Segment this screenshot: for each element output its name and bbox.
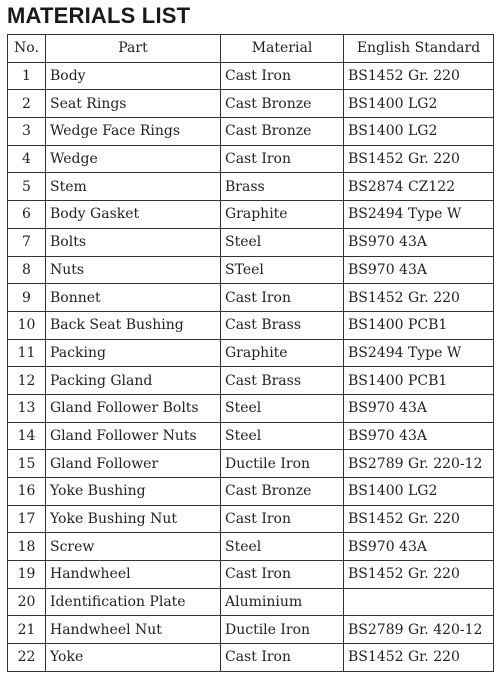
table-row (8, 533, 494, 561)
cell-no: 1 (8, 62, 46, 90)
table-row (8, 90, 494, 118)
cell-no: 21 (8, 616, 46, 644)
cell-part: Wedge Face Rings (46, 118, 221, 146)
cell-material: Cast Iron (221, 505, 344, 533)
cell-material: Cast Iron (221, 145, 344, 173)
cell-part: Identification Plate (46, 588, 221, 616)
table-row (8, 422, 494, 450)
table-row (8, 367, 494, 395)
cell-standard: BS970 43A (344, 394, 494, 422)
cell-part: Handwheel Nut (46, 616, 221, 644)
cell-part: Body (46, 62, 221, 90)
cell-part: Packing Gland (46, 367, 221, 395)
table-row (8, 339, 494, 367)
cell-no: 9 (8, 284, 46, 312)
cell-standard: BS1400 LG2 (344, 90, 494, 118)
cell-standard: BS1452 Gr. 220 (344, 284, 494, 312)
cell-no: 10 (8, 311, 46, 339)
cell-standard: BS1400 PCB1 (344, 367, 494, 395)
column-header-no: No. (8, 35, 46, 63)
cell-material: STeel (221, 256, 344, 284)
cell-standard: BS2789 Gr. 220-12 (344, 450, 494, 478)
cell-standard: BS1400 PCB1 (344, 311, 494, 339)
cell-material: Ductile Iron (221, 616, 344, 644)
cell-standard: BS1452 Gr. 220 (344, 62, 494, 90)
table-row (8, 478, 494, 506)
table-row (8, 118, 494, 146)
cell-standard: BS2494 Type W (344, 339, 494, 367)
header-row (8, 35, 494, 63)
cell-part: Yoke (46, 644, 221, 672)
cell-part: Packing (46, 339, 221, 367)
table-row (8, 311, 494, 339)
cell-no: 17 (8, 505, 46, 533)
column-header-standard: English Standard (344, 35, 494, 63)
table-row (8, 644, 494, 672)
cell-no: 3 (8, 118, 46, 146)
column-header-material: Material (221, 35, 344, 63)
cell-material: Cast Iron (221, 284, 344, 312)
cell-material: Cast Iron (221, 561, 344, 589)
cell-standard: BS1452 Gr. 220 (344, 644, 494, 672)
cell-part: Stem (46, 173, 221, 201)
cell-material: Aluminium (221, 588, 344, 616)
cell-part: Nuts (46, 256, 221, 284)
cell-part: Bolts (46, 228, 221, 256)
cell-material: Cast Bronze (221, 478, 344, 506)
cell-no: 19 (8, 561, 46, 589)
cell-material: Cast Iron (221, 62, 344, 90)
cell-standard (344, 588, 494, 616)
cell-material: Cast Brass (221, 311, 344, 339)
table-row (8, 588, 494, 616)
cell-material: Cast Bronze (221, 90, 344, 118)
cell-standard: BS1452 Gr. 220 (344, 145, 494, 173)
table-row (8, 284, 494, 312)
cell-standard: BS1400 LG2 (344, 118, 494, 146)
cell-no: 11 (8, 339, 46, 367)
cell-material: Cast Brass (221, 367, 344, 395)
cell-standard: BS2494 Type W (344, 201, 494, 229)
materials-table (7, 34, 494, 672)
cell-no: 18 (8, 533, 46, 561)
cell-standard: BS2874 CZ122 (344, 173, 494, 201)
table-row (8, 450, 494, 478)
cell-material: Graphite (221, 201, 344, 229)
cell-material: Graphite (221, 339, 344, 367)
cell-part: Back Seat Bushing (46, 311, 221, 339)
column-header-part: Part (46, 35, 221, 63)
cell-no: 22 (8, 644, 46, 672)
cell-part: Handwheel (46, 561, 221, 589)
table-row (8, 505, 494, 533)
table-body (8, 62, 494, 671)
cell-part: Gland Follower Nuts (46, 422, 221, 450)
cell-part: Yoke Bushing (46, 478, 221, 506)
cell-material: Cast Iron (221, 644, 344, 672)
table-row (8, 201, 494, 229)
cell-part: Body Gasket (46, 201, 221, 229)
cell-standard: BS970 43A (344, 533, 494, 561)
table-row (8, 173, 494, 201)
cell-no: 4 (8, 145, 46, 173)
cell-standard: BS1452 Gr. 220 (344, 561, 494, 589)
cell-material: Steel (221, 394, 344, 422)
table-row (8, 561, 494, 589)
cell-no: 13 (8, 394, 46, 422)
cell-standard: BS2789 Gr. 420-12 (344, 616, 494, 644)
cell-part: Bonnet (46, 284, 221, 312)
cell-no: 16 (8, 478, 46, 506)
table-row (8, 228, 494, 256)
cell-part: Gland Follower Bolts (46, 394, 221, 422)
cell-no: 7 (8, 228, 46, 256)
cell-no: 6 (8, 201, 46, 229)
cell-material: Ductile Iron (221, 450, 344, 478)
cell-part: Wedge (46, 145, 221, 173)
cell-standard: BS1452 Gr. 220 (344, 505, 494, 533)
cell-no: 2 (8, 90, 46, 118)
cell-part: Screw (46, 533, 221, 561)
table-row (8, 256, 494, 284)
cell-material: Brass (221, 173, 344, 201)
cell-part: Seat Rings (46, 90, 221, 118)
cell-no: 12 (8, 367, 46, 395)
cell-no: 14 (8, 422, 46, 450)
cell-material: Steel (221, 228, 344, 256)
cell-no: 5 (8, 173, 46, 201)
cell-part: Yoke Bushing Nut (46, 505, 221, 533)
cell-material: Steel (221, 422, 344, 450)
table-row (8, 62, 494, 90)
cell-standard: BS970 43A (344, 422, 494, 450)
cell-no: 15 (8, 450, 46, 478)
cell-standard: BS1400 LG2 (344, 478, 494, 506)
page-title: MATERIALS LIST (7, 3, 191, 28)
table-row (8, 616, 494, 644)
cell-standard: BS970 43A (344, 256, 494, 284)
cell-part: Gland Follower (46, 450, 221, 478)
cell-standard: BS970 43A (344, 228, 494, 256)
table-row (8, 394, 494, 422)
cell-material: Cast Bronze (221, 118, 344, 146)
cell-material: Steel (221, 533, 344, 561)
table-row (8, 145, 494, 173)
cell-no: 8 (8, 256, 46, 284)
cell-no: 20 (8, 588, 46, 616)
